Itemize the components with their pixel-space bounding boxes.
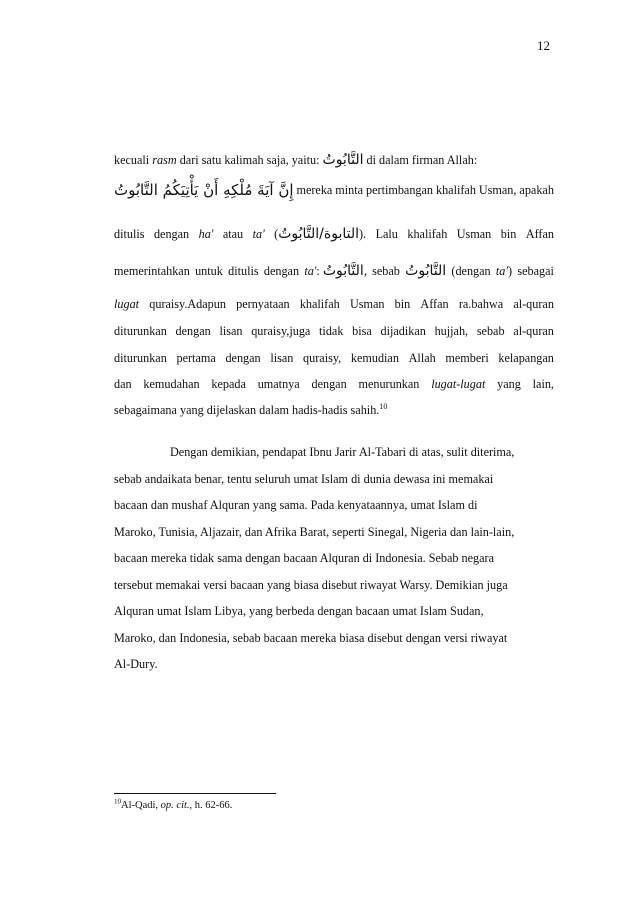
- text-word: (dengan: [451, 264, 491, 278]
- punct: ): [508, 264, 513, 278]
- text-word: sebab: [372, 264, 400, 278]
- text-word: memerintahkan: [114, 264, 190, 278]
- text-word: ra.bahwa: [458, 297, 504, 311]
- text-word: kemudahan: [143, 377, 200, 391]
- text-word: Lalu: [375, 227, 398, 241]
- text-line: [170, 444, 554, 460]
- text-line: [114, 630, 554, 646]
- italic-term: lugat-lugat: [431, 377, 486, 391]
- text-word: dengan: [311, 377, 347, 391]
- text-segment: Maroko, Tunisia, Aljazair, dan Afrika Barat, seperti Sinegal, Nigeria dan lain-lain,: [114, 525, 515, 539]
- text-word: bin: [394, 297, 411, 311]
- punct: ,: [363, 264, 367, 278]
- text-word: lisan: [219, 324, 243, 338]
- page-number: 12: [537, 38, 550, 53]
- arabic-word: التَّابُوتُ: [405, 263, 447, 279]
- italic-term: ta': [495, 264, 509, 278]
- text-segment: sebab andaikata benar, tentu seluruh umat Islam di dunia dewasa ini memakai: [114, 472, 494, 486]
- footnote-divider: [114, 793, 276, 794]
- text-line: [114, 152, 554, 168]
- text-line: [114, 182, 554, 198]
- footnote-pages: h. 62-66.: [194, 800, 233, 811]
- text-segment: di dalam firman Allah:: [366, 153, 478, 167]
- text-line: [114, 226, 554, 242]
- text-line: [114, 263, 554, 279]
- text-word: ditulis: [228, 264, 259, 278]
- text-word: dengan: [225, 351, 261, 365]
- arabic-verse: إِنَّ آيَةَ مُلْكِهِ أَنْ يَأْتِيَكُمُ التَّابُوتُ: [114, 181, 294, 199]
- text-word: yang: [497, 377, 521, 391]
- text-word: lain,: [532, 377, 554, 391]
- paren: (: [274, 227, 279, 241]
- text-word: untuk: [195, 264, 223, 278]
- text-segment: Al-Dury.: [114, 657, 158, 671]
- italic-term: ha': [198, 227, 214, 241]
- text-word: ditulis: [114, 227, 145, 241]
- text-word: atau: [222, 227, 244, 241]
- text-word: quraisy,juga: [251, 324, 311, 338]
- text-word: pertama: [176, 351, 216, 365]
- text-word: sebab: [476, 324, 505, 338]
- footnote-reference: 10: [379, 401, 388, 411]
- text-word: dan: [114, 377, 132, 391]
- text-word: dengan: [175, 324, 211, 338]
- text-segment: dari satu kalimah saja, yaitu:: [179, 153, 320, 167]
- text-word: kepada: [211, 377, 246, 391]
- arabic-word: التَّابُوتُ: [322, 263, 364, 279]
- text-word: lisan: [270, 351, 294, 365]
- italic-term: ta': [304, 264, 317, 278]
- footnote-author: Al-Qadi,: [121, 800, 159, 811]
- text-word: diturunkan: [114, 324, 167, 338]
- text-word: Affan: [420, 297, 449, 311]
- text-word: pernyataan: [236, 297, 290, 311]
- text-line: [114, 402, 554, 418]
- text-word: dengan: [263, 264, 300, 278]
- text-word: dijadikan: [380, 324, 426, 338]
- footnote-mark: 10: [114, 797, 121, 806]
- text-word: bisa: [352, 324, 372, 338]
- text-word: Usman: [456, 227, 492, 241]
- italic-term: lugat: [114, 297, 140, 311]
- text-line: [114, 471, 554, 487]
- text-line: [114, 350, 554, 366]
- text-word: pertimbangan: [366, 183, 434, 197]
- arabic-group: [274, 226, 366, 242]
- text-word: Allah: [408, 351, 436, 365]
- text-line: [114, 550, 554, 566]
- text-line: [114, 323, 554, 339]
- text-word: Usman,: [478, 183, 517, 197]
- arabic-word: التَّابُوتُ: [322, 152, 364, 168]
- text-word: khalifah: [435, 183, 476, 197]
- text-segment: Alquran umat Islam Libya, yang berbeda dengan bacaan umat Islam Sudan,: [114, 604, 484, 618]
- text-word: kemudian: [350, 351, 399, 365]
- italic-term: rasm: [152, 153, 177, 167]
- footnote: [114, 797, 233, 811]
- text-line: [114, 497, 554, 513]
- text-word: menurunkan: [358, 377, 420, 391]
- text-segment: bacaan dan mushaf Alquran yang sama. Pada kenyataannya, umat Islam di: [114, 498, 478, 512]
- text-word: Affan: [525, 227, 554, 241]
- text-word: diturunkan: [114, 351, 167, 365]
- text-word: khalifah: [299, 297, 340, 311]
- text-word: sebagai: [517, 264, 554, 278]
- text-word: dengan: [153, 227, 190, 241]
- text-word: bin: [500, 227, 517, 241]
- text-line: [114, 376, 554, 392]
- text-word: memberi: [445, 351, 489, 365]
- punct: :: [316, 264, 320, 278]
- text-word: al-quran: [513, 324, 554, 338]
- arabic-group: [304, 263, 367, 279]
- arabic-word: التابوة/التَّابُوتُ: [278, 226, 359, 242]
- italic-term: ta': [252, 227, 265, 241]
- text-word: apakah: [519, 183, 554, 197]
- text-word: quraisy.Adapun: [149, 297, 226, 311]
- text-word: khalifah: [407, 227, 448, 241]
- text-segment: Maroko, dan Indonesia, sebab bacaan mereka biasa disebut dengan versi riwayat: [114, 631, 508, 645]
- arabic-group: [496, 263, 512, 279]
- text-line: [114, 603, 554, 619]
- text-segment: Dengan demikian, pendapat Ibnu Jarir Al-Tabari di atas, sulit diterima,: [170, 445, 515, 459]
- text-word: minta: [335, 183, 364, 197]
- text-word: kecuali: [114, 153, 150, 167]
- text-line: [114, 296, 554, 312]
- text-word: quraisy,: [303, 351, 342, 365]
- text-line: [114, 656, 554, 672]
- text-line: [114, 577, 554, 593]
- text-word: umatnya: [257, 377, 300, 391]
- text-word: tidak: [319, 324, 344, 338]
- text-word: hujjah,: [434, 324, 469, 338]
- text-word: Usman: [349, 297, 385, 311]
- text-segment: sebagaimana yang dijelaskan dalam hadis-hadis sahih.: [114, 403, 380, 417]
- paren: ).: [359, 227, 367, 241]
- text-word: mereka: [296, 183, 333, 197]
- text-line: [114, 524, 554, 540]
- text-word: al-quran: [513, 297, 554, 311]
- text-segment: bacaan mereka tidak sama dengan bacaan Alquran di Indonesia. Sebab negara: [114, 551, 495, 565]
- text-word: kelapangan: [498, 351, 554, 365]
- text-segment: tersebut memakai versi bacaan yang biasa disebut riwayat Warsy. Demikian juga: [114, 578, 508, 592]
- footnote-ref: op. cit.,: [160, 800, 193, 811]
